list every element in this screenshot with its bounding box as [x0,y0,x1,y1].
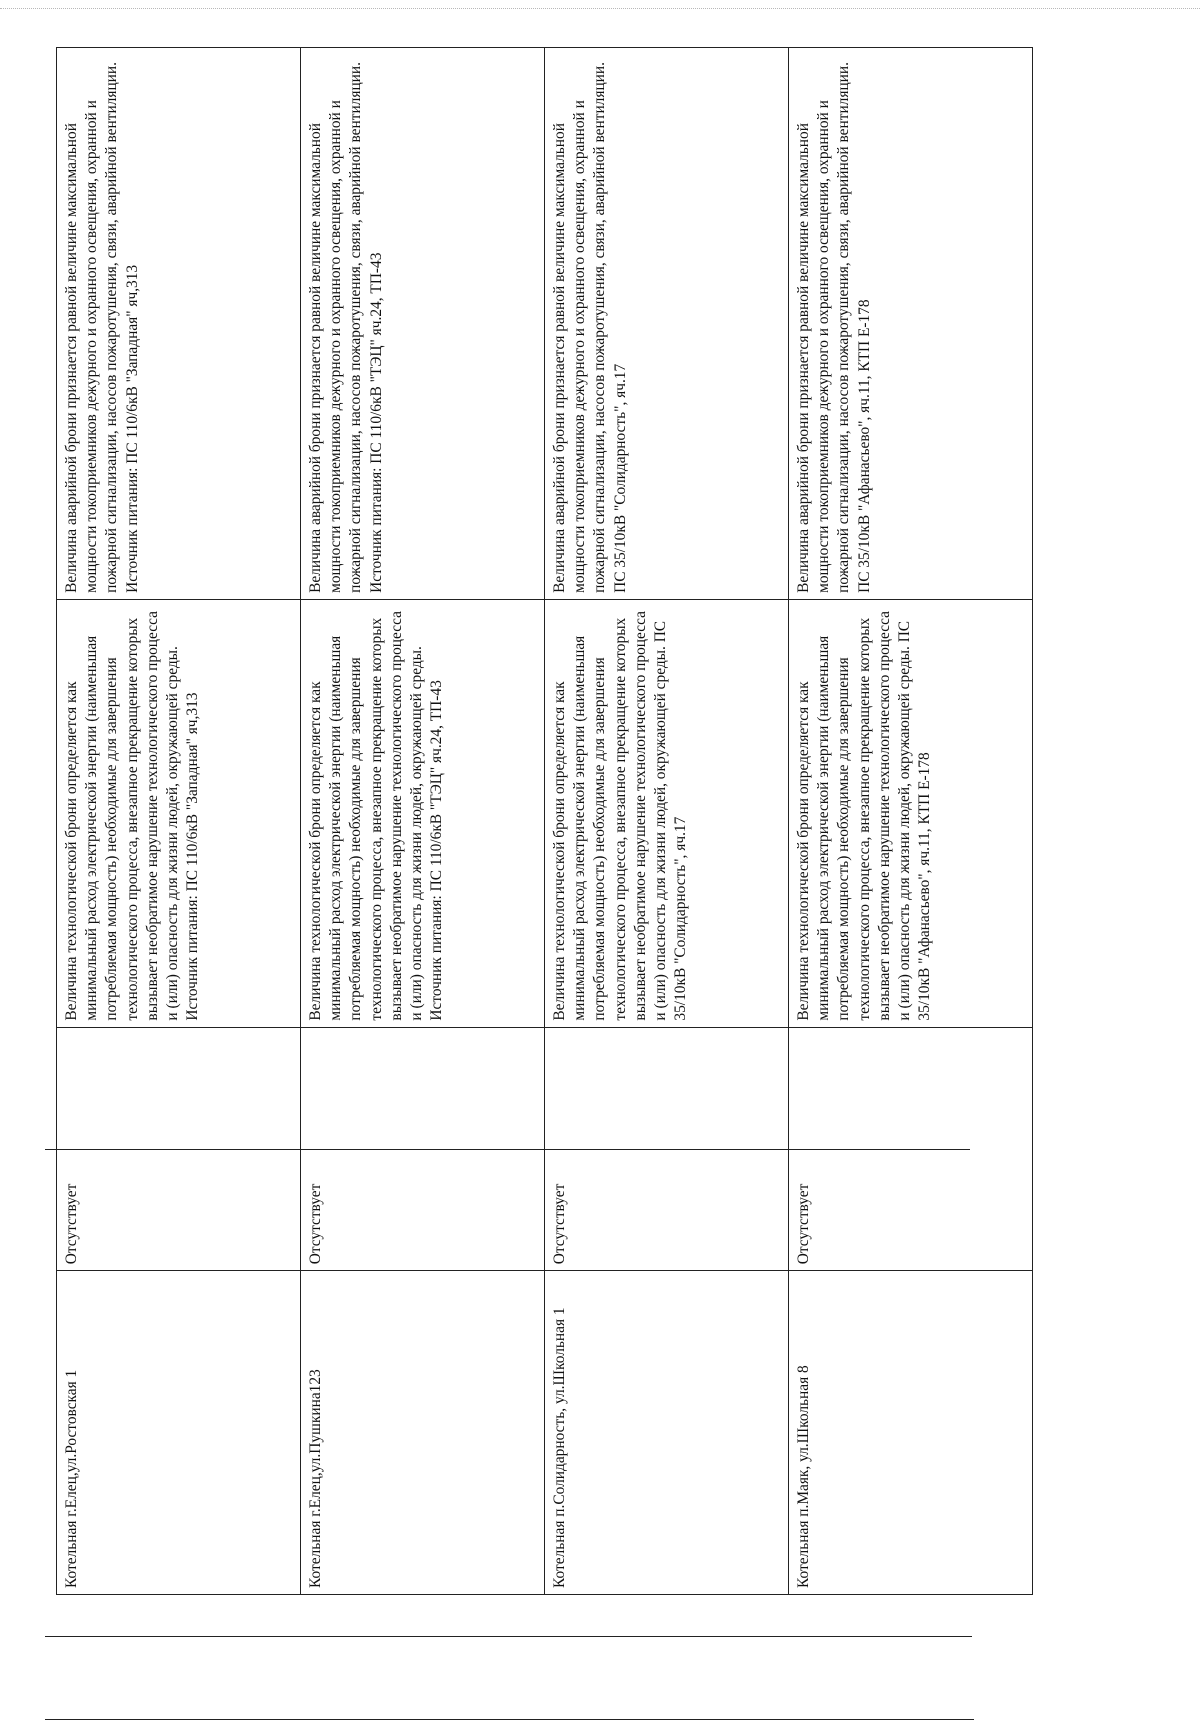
table-row [57,48,301,1595]
reserve-table [45,47,1033,1595]
status-cell: Отсутствует [789,1027,1033,1271]
object-name-cell: Котельная п.Маяк, ул.Школьная 8 [789,1271,1033,1595]
scan-edge-streak [0,8,1200,9]
table-row [301,48,545,1595]
tech-reserve-cell: Величина технологической брони определяется как минимальный расход электрической энергии (наименьшая потребляемая мощность) необходимые для завершения технологического процесса, внезапное прекращение которых вызывает необратимое нарушение технологического процесса и (или) опасность для жизни людей, окружающей среды. ПС 35/10кВ "Солидарность", яч.17 [545,599,789,1027]
object-name-cell: Котельная г.Елец,ул.Ростовская 1 [57,1271,301,1595]
tech-reserve-cell: Величина технологической брони определяется как минимальный расход электрической энергии (наименьшая потребляемая мощность) необходимые для завершения технологического процесса, внезапное прекращение которых вызывает необратимое нарушение технологического процесса и (или) опасность для жизни людей, окружающей среды. Источник питания: ПС 110/6кВ "Западная" яч,313 [57,599,301,1027]
emergency-reserve-cell: Величина аварийной брони признается равной величине максимальной мощности токоприемников дежурного и охранного освещения, охранной и пожарной сигнализации, насосов пожаротушения, связи, аварийной вентиляции. Источник питания: ПС 110/6кВ "ТЭЦ" яч.24, ТП-43 [301,48,545,600]
object-name-cell: Котельная п.Солидарность, ул.Школьная 1 [545,1271,789,1595]
emergency-reserve-cell: Величина аварийной брони признается равной величине максимальной мощности токоприемников дежурного и охранного освещения, охранной и пожарной сигнализации, насосов пожаротушения, связи, аварийной вентиляции. Источник питания: ПС 110/6кВ "Западная" яч,313 [57,48,301,600]
continued-table-top-edge [45,48,57,1595]
tech-reserve-cell: Величина технологической брони определяется как минимальный расход электрической энергии (наименьшая потребляемая мощность) необходимые для завершения технологического процесса, внезапное прекращение которых вызывает необратимое нарушение технологического процесса и (или) опасность для жизни людей, окружающей среды. Источник питания: ПС 110/6кВ "ТЭЦ" яч.24, ТП-43 [301,599,545,1027]
horizontal-rule [45,1636,972,1637]
tech-reserve-cell: Величина технологической брони определяется как минимальный расход электрической энергии (наименьшая потребляемая мощность) необходимые для завершения технологического процесса, внезапное прекращение которых вызывает необратимое нарушение технологического процесса и (или) опасность для жизни людей, окружающей среды. ПС 35/10кВ "Афанасьево", яч.11, КТП Е-178 [789,599,1033,1027]
table-row [545,48,789,1595]
table-row [789,48,1033,1595]
emergency-reserve-cell: Величина аварийной брони признается равной величине максимальной мощности токоприемников дежурного и охранного освещения, охранной и пожарной сигнализации, насосов пожаротушения, связи, аварийной вентиляции. ПС 35/10кВ "Афанасьево", яч.11, КТП Е-178 [789,48,1033,600]
status-cell: Отсутствует [57,1027,301,1271]
horizontal-rule [45,1149,970,1150]
status-cell: Отсутствует [545,1027,789,1271]
status-cell: Отсутствует [301,1027,545,1271]
reserve-table-rotated [45,47,1033,1595]
emergency-reserve-cell: Величина аварийной брони признается равной величине максимальной мощности токоприемников дежурного и охранного освещения, охранной и пожарной сигнализации, насосов пожаротушения, связи, аварийной вентиляции. ПС 35/10кВ "Солидарность", яч.17 [545,48,789,600]
object-name-cell: Котельная г.Елец,ул.Пушкина123 [301,1271,545,1595]
